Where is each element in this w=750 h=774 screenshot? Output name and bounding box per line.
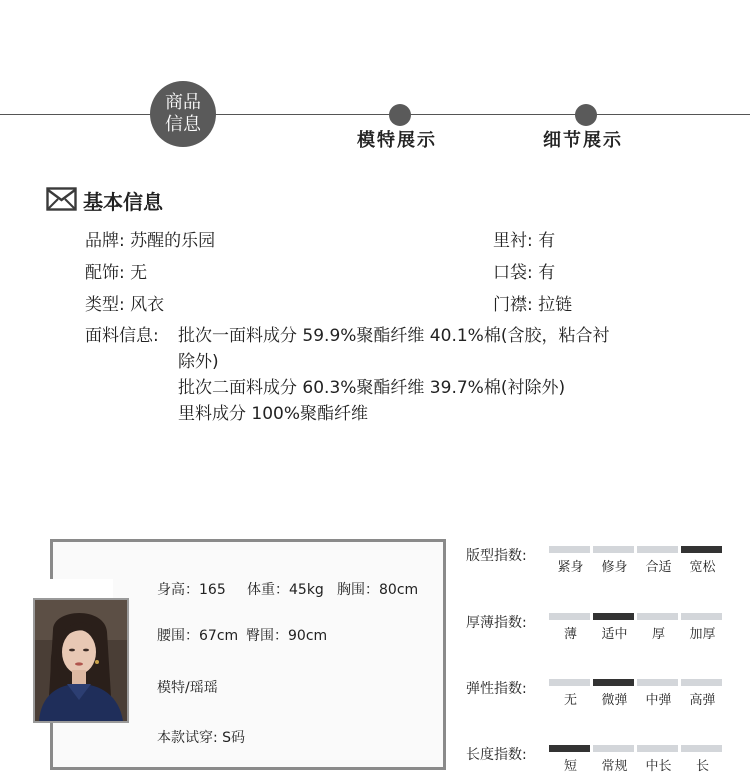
nav-item-label-line1: 商品 [165,92,201,113]
index-segment-selected [593,679,634,686]
index-label: 长度指数: [466,747,527,763]
index-segment [593,546,634,553]
index-option-label: 薄 [563,627,577,642]
index-segment [637,613,678,620]
model-photo [33,598,129,723]
fabric-label: 面料信息: [85,326,159,346]
accessory-value: 无 [130,263,148,283]
index-option-label: 微弹 [601,693,628,708]
fabric-line: 里料成分 100%聚酯纤维 [178,404,369,424]
index-option-label: 长 [695,759,709,774]
fabric-info [178,323,623,427]
model-photo-illustration [35,600,127,721]
index-segment [637,745,678,752]
index-segment [681,679,722,686]
index-segment [549,613,590,620]
placket-row [493,292,572,318]
nav-dot-model[interactable] [389,104,411,126]
index-option-label: 适中 [601,627,628,642]
brand-value: 苏醒的乐园 [130,231,216,251]
index-label: 弹性指数: [466,681,527,697]
pocket-value: 有 [538,263,556,283]
lining-value: 有 [538,231,556,251]
model-bust: 胸围：80cm [337,582,419,598]
index-option-label: 紧身 [557,560,584,575]
index-segment-selected [593,613,634,620]
lining-row [493,228,555,254]
model-hip: 臀围：90cm [246,628,328,644]
brand-row [85,228,215,254]
index-option-label: 高弹 [689,693,716,708]
type-label: 类型: [85,295,125,315]
fabric-line: 批次二面料成分 60.3%聚酯纤维 39.7%棉(衬除外) [178,378,566,398]
index-option-label: 合适 [645,560,672,575]
index-segment [637,546,678,553]
model-height: 身高：165 [157,582,226,598]
index-option-label: 修身 [601,560,628,575]
index-label: 厚薄指数: [466,615,527,631]
model-waist: 腰围：67cm [157,628,239,644]
index-segment [549,546,590,553]
index-label: 版型指数: [466,548,527,564]
placket-value: 拉链 [538,295,573,315]
nav-item-product-info[interactable] [150,81,216,147]
index-option-label: 中长 [645,759,672,774]
fabric-line: 批次一面料成分 59.9%聚酯纤维 40.1%棉(含胶，粘合衬除外) [178,326,610,372]
envelope-icon [46,187,77,211]
nav-line [0,114,750,115]
card-notch [33,579,113,599]
index-option-label: 常规 [601,759,628,774]
model-size: 本款试穿: S码 [157,730,246,746]
index-segment [593,745,634,752]
index-option-label: 中弹 [645,693,672,708]
index-segment [681,613,722,620]
pocket-label: 口袋: [493,263,533,283]
index-segment [549,679,590,686]
nav-dot-detail[interactable] [575,104,597,126]
index-option-label: 短 [563,759,577,774]
index-option-label: 厚 [651,627,665,642]
index-option-label: 加厚 [689,627,716,642]
nav-item-label-line2: 信息 [165,114,201,135]
index-segment-selected [549,745,590,752]
index-segment [681,745,722,752]
type-value: 风衣 [130,295,165,315]
accessory-label: 配饰: [85,263,125,283]
model-weight: 体重：45kg [247,582,324,598]
brand-label: 品牌: [85,231,125,251]
nav-item-detail-show[interactable]: 细节展示 [543,130,623,151]
index-segment [637,679,678,686]
index-segment-selected [681,546,722,553]
accessory-row [85,260,147,286]
lining-label: 里衬: [493,231,533,251]
section-title: 基本信息 [83,190,163,214]
nav-item-model-show[interactable]: 模特展示 [357,130,437,151]
index-option-label: 宽松 [689,560,716,575]
placket-label: 门襟: [493,295,533,315]
pocket-row [493,260,555,286]
type-row [85,292,164,318]
model-name: 模特/瑶瑶 [157,680,218,696]
index-option-label: 无 [563,693,577,708]
